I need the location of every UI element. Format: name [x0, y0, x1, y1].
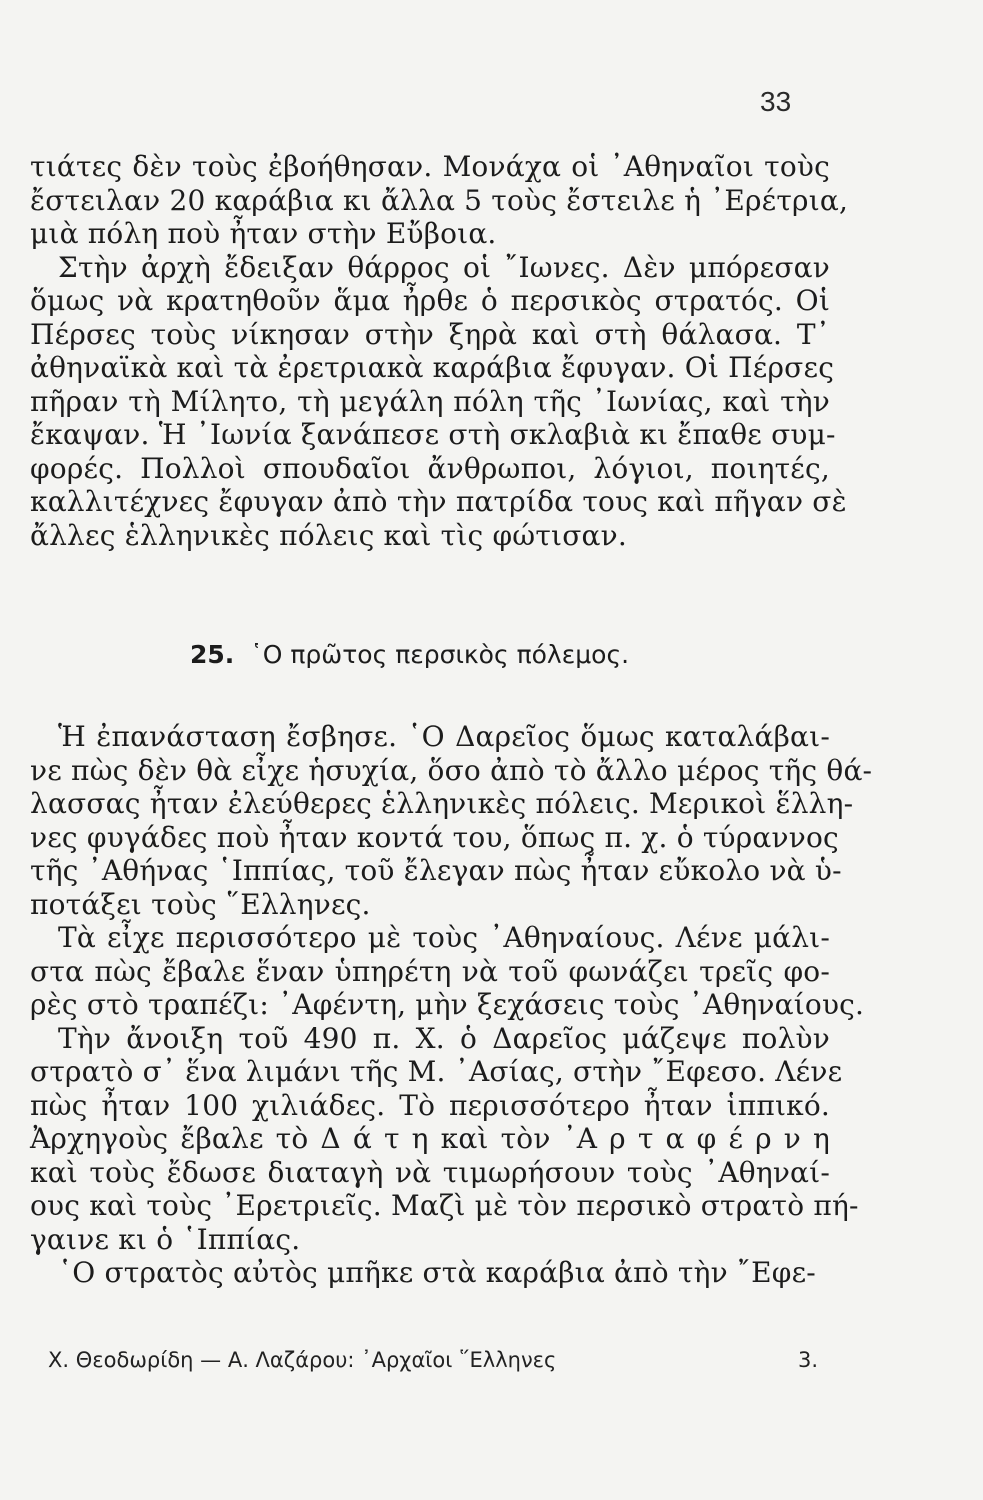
text-line: νες φυγάδες ποὺ ἦταν κοντά του, ὅπως π. χ. ὁ τύραννος	[30, 820, 839, 854]
page-number: 33	[760, 86, 792, 117]
text-line: πὼς ἦταν 100 χιλιάδες. Τὸ περισσότερο ἦταν ἱππικό.	[30, 1088, 830, 1122]
text-line: φορές. Πολλοὶ σπουδαῖοι ἄνθρωποι, λόγιοι, ποιητές,	[30, 451, 830, 485]
paragraph	[30, 720, 873, 921]
page-footer	[48, 1348, 818, 1372]
paragraph	[30, 921, 865, 1022]
text-line: ἄλλες ἑλληνικὲς πόλεις καὶ τὶς φώτισαν.	[30, 518, 627, 552]
text-line: Τὴν ἄνοιξη τοῦ 490 π. Χ. ὁ Δαρεῖος μάζεψε πολὺν	[58, 1021, 830, 1055]
section-number: 25.	[190, 640, 235, 669]
text-line: ποτάξει τοὺς ῞Ελληνες.	[30, 887, 371, 921]
text-line: Τὰ εἶχε περισσότερο μὲ τοὺς ᾿Αθηναίους. Λένε μάλι-	[58, 921, 830, 954]
text-line: πῆραν τὴ Μίλητο, τὴ μεγάλη πόλη τῆς ᾿Ιωνίας, καὶ τὴν	[30, 384, 830, 418]
text-line: ἔστειλαν 20 καράβια κι ἄλλα 5 τοὺς ἔστειλε ἡ ᾿Ερέτρια,	[30, 183, 849, 217]
text-line: ους καὶ τοὺς ᾿Ερετριεῖς. Μαζὶ μὲ τὸν περσικὸ στρατὸ πή-	[30, 1189, 859, 1222]
paragraph	[30, 1021, 859, 1257]
text-line: Στὴν ἀρχὴ ἔδειξαν θάρρος οἱ ῎Ιωνες. Δὲν μπόρεσαν	[58, 250, 830, 284]
text-line: ὅμως νὰ κρατηθοῦν ἅμα ἦρθε ὁ περσικὸς στρατός. Οἱ	[30, 284, 830, 317]
text-line: στρατὸ σ᾿ ἕνα λιμάνι τῆς Μ. ᾿Ασίας, στὴν ῎Εφεσο. Λένε	[30, 1055, 843, 1088]
text-line: γαινε κι ὁ ῾Ιππίας.	[30, 1222, 301, 1256]
text-line: ρὲς στὸ τραπέζι: ᾿Αφέντη, μὴν ξεχάσεις τοὺς ᾿Αθηναίους.	[30, 988, 865, 1021]
footer-signature-mark: 3.	[797, 1348, 818, 1372]
footer-author-title: Χ. Θεοδωρίδη — Α. Λαζάρου: ᾿Αρχαῖοι ῞Ελληνες	[48, 1348, 557, 1372]
text-block-top	[30, 150, 849, 552]
text-line: τῆς ᾿Αθήνας ῾Ιππίας, τοῦ ἔλεγαν πὼς ἦταν εὔκολο νὰ ὑ-	[30, 854, 842, 887]
text-line: τιάτες δὲν τοὺς ἐβοήθησαν. Μονάχα οἱ ᾿Αθηναῖοι τοὺς	[30, 150, 830, 183]
paragraph	[30, 250, 847, 553]
text-line: Ἀρχηγοὺς ἔβαλε τὸ Δ ά τ η καὶ τὸν ᾿Α ρ τ α φ έ ρ ν η	[30, 1122, 830, 1155]
text-block-bottom	[30, 720, 873, 1290]
section-title: ῾Ο πρῶτος περσικὸς πόλεμος.	[250, 640, 630, 669]
text-line: ἔκαψαν. Ἡ ᾿Ιωνία ξανάπεσε στὴ σκλαβιὰ κι ἔπαθε συμ-	[30, 418, 836, 451]
text-line: Ἡ ἐπανάσταση ἔσβησε. ῾Ο Δαρεῖος ὅμως καταλάβαι-	[58, 720, 830, 753]
text-line: καλλιτέχνες ἔφυγαν ἀπὸ τὴν πατρίδα τους καὶ πῆγαν σὲ	[30, 485, 847, 518]
text-line: στα πὼς ἔβαλε ἕναν ὑπηρέτη νὰ τοῦ φωνάζει τρεῖς φο-	[30, 954, 830, 988]
text-line: ῾Ο στρατὸς αὐτὸς μπῆκε στὰ καράβια ἀπὸ τὴν ῎Εφε-	[58, 1256, 816, 1289]
section-heading	[190, 640, 629, 669]
text-line: Πέρσες τοὺς νίκησαν στὴν ξηρὰ καὶ στὴ θάλασα. Τ᾿	[30, 317, 830, 351]
text-line: μιὰ πόλη ποὺ ἦταν στὴν Εὔβοια.	[30, 217, 497, 250]
paragraph	[30, 1256, 830, 1290]
text-line: νε πὼς δὲν θὰ εἶχε ἡσυχία, ὅσο ἀπὸ τὸ ἄλλο μέρος τῆς θά-	[30, 753, 873, 787]
text-line: καὶ τοὺς ἔδωσε διαταγὴ νὰ τιμωρήσουν τοὺς ᾿Αθηναί-	[30, 1155, 830, 1189]
paragraph	[30, 150, 849, 251]
text-line: λασσας ἦταν ἐλεύθερες ἑλληνικὲς πόλεις. Μερικοὶ ἕλλη-	[30, 787, 854, 820]
text-line: ἀθηναϊκὰ καὶ τὰ ἐρετριακὰ καράβια ἔφυγαν. Οἱ Πέρσες	[30, 351, 835, 384]
